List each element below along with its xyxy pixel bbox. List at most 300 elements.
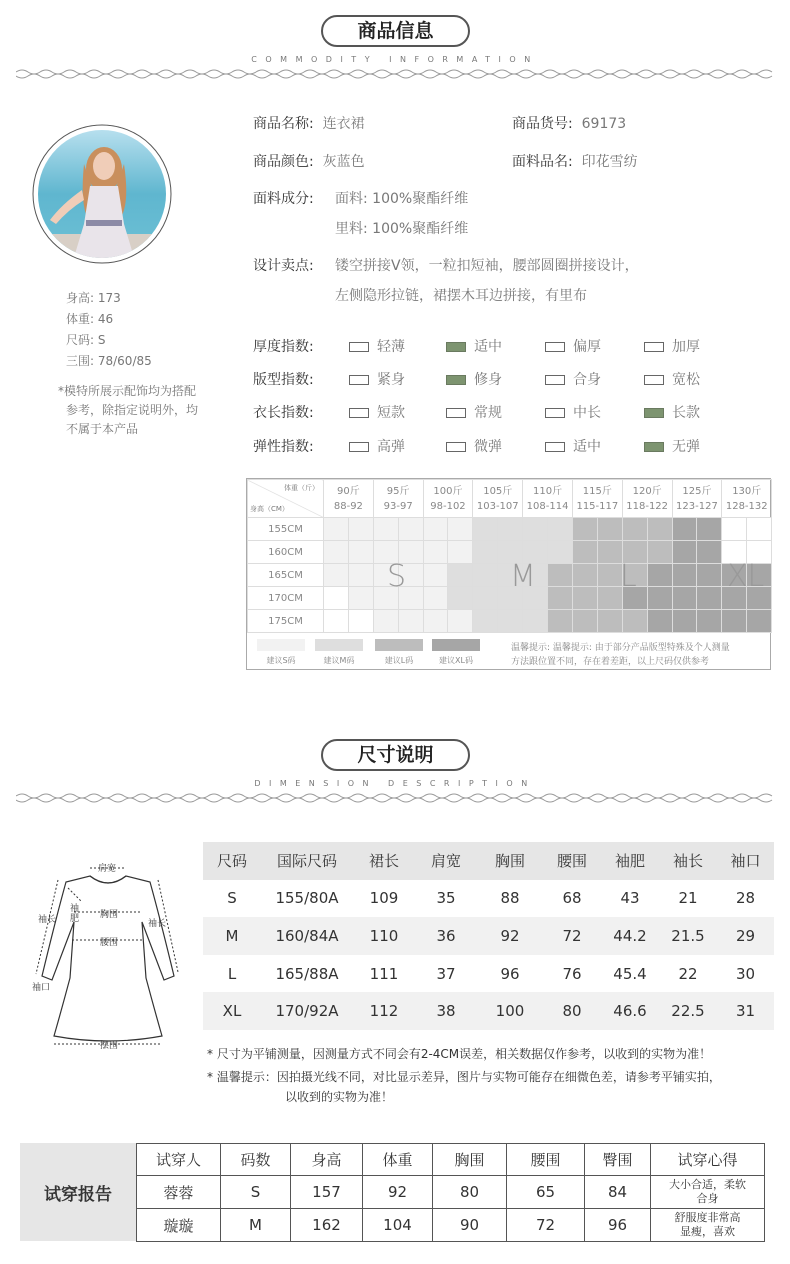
corner-height: 身高（CM） [250, 505, 289, 513]
grid-cell [747, 518, 772, 541]
trial-cell: 162 [291, 1209, 363, 1242]
model-size: 尺码: S [66, 333, 106, 347]
grid-cell [324, 564, 349, 587]
composition-outer: 面料: 100%聚酯纤维 [335, 191, 469, 207]
checkbox-icon [644, 342, 664, 352]
grid-cell [523, 610, 548, 633]
weight-range: 98-102 [430, 500, 466, 512]
trial-header-cell: 身高 [291, 1144, 363, 1176]
grid-cell [597, 541, 622, 564]
legend-item [257, 639, 305, 666]
index-option [349, 402, 405, 422]
checkbox-icon [446, 375, 466, 385]
model-height: 身高: 173 [66, 291, 121, 305]
trial-header-cell: 胸围 [433, 1144, 507, 1176]
product-color: 灰蓝色 [322, 154, 365, 170]
trial-cell: 80 [433, 1176, 507, 1209]
index-option-label: 无弹 [672, 439, 700, 455]
grid-cell [572, 518, 597, 541]
index-option-label: 短款 [377, 405, 405, 421]
label-waist: 腰围 [100, 938, 119, 948]
trial-header-cell: 腰围 [507, 1144, 585, 1176]
height-label: 175CM [248, 610, 324, 633]
index-option-label: 加厚 [672, 339, 700, 355]
trial-header-cell: 码数 [221, 1144, 291, 1176]
size-cell: 160/84A [275, 926, 339, 945]
grid-cell [597, 610, 622, 633]
grid-cell [423, 541, 448, 564]
grid-cell [448, 564, 473, 587]
trial-comment-line: 舒服度非常高 [674, 1211, 741, 1224]
size-cell: 30 [735, 964, 756, 983]
weight-range: 93-97 [383, 500, 413, 512]
grid-cell [348, 610, 373, 633]
grid-cell [398, 610, 423, 633]
weight-value: 130斤 [732, 485, 762, 497]
size-letter: XL [727, 559, 765, 594]
grid-cell [672, 587, 697, 610]
grid-cell [548, 610, 573, 633]
grid-cell [498, 518, 523, 541]
legend-swatch [432, 639, 480, 651]
trial-cell: 90 [433, 1209, 507, 1242]
grid-cell [348, 518, 373, 541]
grid-cell [324, 587, 349, 610]
weight-value: 100斤 [433, 485, 463, 497]
grid-cell [373, 610, 398, 633]
grid-cell [672, 541, 697, 564]
checkbox-icon [349, 408, 369, 418]
height-label: 155CM [248, 518, 324, 541]
height-label: 165CM [248, 564, 324, 587]
fabric-name: 印花雪纺 [581, 154, 638, 170]
weight-column-header [672, 480, 722, 518]
grid-cell [473, 541, 498, 564]
checkbox-icon [446, 408, 466, 418]
index-option-label: 紧身 [377, 372, 405, 388]
grid-cell [747, 610, 772, 633]
size-cell: 165/88A [275, 964, 339, 983]
fabric-name-row [512, 151, 638, 171]
size-cell: 35 [436, 889, 456, 908]
dress-outline [28, 858, 188, 1058]
legend-tip-line: 方法跟位置不同，存在着差距，以上尺码仅供参考 [511, 657, 710, 667]
weight-range: 108-114 [526, 500, 569, 512]
trial-cell: 蓉蓉 [137, 1176, 221, 1209]
trial-cell: M [221, 1209, 291, 1242]
grid-cell [672, 518, 697, 541]
wave-divider [16, 791, 774, 805]
weight-value: 105斤 [483, 485, 513, 497]
legend-label: 建议XL码 [439, 656, 473, 665]
grid-cell [423, 587, 448, 610]
height-label: 160CM [248, 541, 324, 564]
size-cell: M [225, 926, 239, 945]
index-option [446, 402, 502, 422]
size-cell: 96 [500, 964, 520, 983]
grid-cell [697, 564, 722, 587]
size-cell: S [227, 889, 237, 908]
size-header-cell: 国际尺码 [276, 852, 337, 871]
weight-range: 88-92 [333, 500, 363, 512]
design-line-2: 左侧隐形拉链，裙摆木耳边拼接，有里布 [335, 288, 587, 304]
size-cell: 29 [735, 926, 756, 945]
index-option-label: 中长 [573, 405, 601, 421]
weight-column-header [373, 480, 423, 518]
model-note [58, 382, 198, 439]
weight-range: 128-132 [725, 500, 768, 512]
checkbox-icon [644, 408, 664, 418]
table-row [203, 955, 774, 993]
grid-cell [324, 518, 349, 541]
grid-cell [348, 564, 373, 587]
model-note-line: *模特所展示配饰均为搭配 [58, 384, 197, 398]
weight-value: 110斤 [533, 485, 563, 497]
size-header-cell: 袖肥 [614, 852, 645, 871]
legend-bar [247, 632, 770, 670]
grid-cell [597, 564, 622, 587]
grid-cell [548, 587, 573, 610]
index-option [644, 369, 700, 389]
index-option [446, 369, 502, 389]
grid-cell [572, 610, 597, 633]
size-cell: 46.6 [613, 1002, 647, 1021]
weight-range: 123-127 [676, 500, 718, 512]
checkbox-icon [644, 375, 664, 385]
index-label: 厚度指数: [253, 339, 314, 355]
index-option-label: 修身 [474, 372, 502, 388]
grid-cell [597, 587, 622, 610]
legend-item [315, 639, 363, 666]
weight-column-header [324, 480, 374, 518]
index-option [545, 369, 601, 389]
table-row [137, 1176, 765, 1209]
index-label: 版型指数: [253, 372, 314, 388]
trial-title: 试穿报告 [20, 1143, 136, 1241]
grid-cell [423, 564, 448, 587]
index-option-label: 偏厚 [573, 339, 601, 355]
size-cell: 80 [562, 1002, 582, 1021]
grid-cell [572, 564, 597, 587]
index-option [545, 402, 601, 422]
grid-cell [647, 518, 672, 541]
grid-cell [473, 518, 498, 541]
checkbox-icon [349, 442, 369, 452]
size-header-cell: 肩宽 [430, 852, 461, 871]
product-name: 连衣裙 [322, 116, 365, 132]
trial-cell: 72 [507, 1209, 585, 1242]
product-name-row [253, 113, 365, 133]
grid-cell [672, 564, 697, 587]
grid-cell [348, 541, 373, 564]
trial-cell: S [221, 1176, 291, 1209]
legend-tip-line: 温馨提示: 温馨提示: 由于部分产品版型特殊及个人测量 [511, 643, 730, 653]
size-cell: 22 [678, 964, 698, 983]
size-letter: L [620, 559, 637, 594]
index-label: 弹性指数: [253, 439, 314, 455]
composition-lining: 里料: 100%聚酯纤维 [335, 221, 469, 237]
grid-cell [498, 610, 523, 633]
grid-cell [348, 587, 373, 610]
index-option [545, 436, 601, 456]
index-label: 衣长指数: [253, 405, 314, 421]
model-stats [66, 288, 152, 372]
grid-cell [572, 541, 597, 564]
legend-label: 建议L码 [384, 656, 414, 665]
index-option [349, 336, 405, 356]
grid-cell [324, 541, 349, 564]
trial-cell: 92 [363, 1176, 433, 1209]
index-option-label: 高弹 [377, 439, 405, 455]
weight-column-header [572, 480, 622, 518]
size-cell: 112 [369, 1002, 399, 1021]
product-code: 69173 [581, 116, 627, 132]
grid-cell [548, 518, 573, 541]
section-title-commodity: 商品信息 [321, 15, 470, 47]
size-cell: 31 [735, 1002, 756, 1021]
grid-cell [622, 610, 647, 633]
index-option [644, 336, 700, 356]
legend-swatch [257, 639, 305, 651]
weight-range: 103-107 [476, 500, 519, 512]
grid-cell [572, 587, 597, 610]
trial-cell: 157 [291, 1176, 363, 1209]
index-option [349, 436, 405, 456]
corner-weight: 体重（斤） [284, 484, 319, 492]
weight-column-header [622, 480, 672, 518]
trial-cell: 104 [363, 1209, 433, 1242]
size-cell: XL [222, 1002, 242, 1021]
grid-cell [647, 541, 672, 564]
trial-cell: 84 [585, 1176, 651, 1209]
model-photo [32, 124, 172, 264]
grid-cell [722, 610, 747, 633]
size-cell: 155/80A [275, 889, 339, 908]
legend-item [432, 639, 480, 666]
grid-cell [373, 518, 398, 541]
label-bicep: 袖肥 [70, 904, 80, 924]
size-header-cell: 尺码 [216, 852, 247, 871]
grid-cell [722, 518, 747, 541]
size-recommendation-chart [246, 478, 771, 670]
trial-comment [651, 1176, 765, 1209]
size-cell: 28 [735, 889, 756, 908]
index-option-label: 微弹 [474, 439, 502, 455]
product-name-label: 商品名称: [253, 116, 314, 132]
checkbox-icon [545, 442, 565, 452]
height-label: 170CM [248, 587, 324, 610]
dress-diagram [28, 858, 188, 1058]
size-cell: 44.2 [613, 926, 647, 945]
legend-label: 建议S码 [266, 656, 296, 665]
note-line-1: * 尺寸为平铺测量，因测量方式不同会有2-4CM误差，相关数据仅作参考，以收到的实物为准！ [207, 1047, 712, 1061]
weight-value: 90斤 [337, 485, 360, 497]
trial-table [136, 1143, 765, 1242]
size-table-header [203, 842, 774, 880]
size-cell: L [227, 964, 237, 983]
model-weight: 体重: 46 [66, 312, 114, 326]
trial-cell: 65 [507, 1176, 585, 1209]
fabric-name-label: 面料品名: [512, 154, 573, 170]
grid-cell [423, 518, 448, 541]
index-option-label: 适中 [474, 339, 502, 355]
legend-swatch [315, 639, 363, 651]
grid-cell [523, 518, 548, 541]
grid-cell [647, 587, 672, 610]
label-cuff: 袖口 [32, 983, 51, 993]
trial-header-cell: 体重 [363, 1144, 433, 1176]
legend-swatch [375, 639, 423, 651]
weight-value: 115斤 [582, 485, 612, 497]
label-sleeve-left: 袖长 [38, 915, 57, 925]
size-header-cell: 胸围 [494, 852, 525, 871]
size-cell: 43 [620, 889, 640, 908]
design-label: 设计卖点: [253, 258, 314, 274]
grid-cell [473, 587, 498, 610]
section-subtitle-commodity: COMMODITY INFORMATION [251, 55, 539, 64]
grid-cell [672, 610, 697, 633]
grid-cell [697, 541, 722, 564]
weight-value: 120斤 [632, 485, 662, 497]
note-line-2: * 温馨提示：因拍摄光线不同，对比显示差异，图片与实物可能存在细微色差，请参考平铺实拍， [207, 1070, 721, 1084]
grid-cell [647, 564, 672, 587]
grid-corner [248, 480, 324, 518]
checkbox-icon [349, 375, 369, 385]
checkbox-icon [644, 442, 664, 452]
weight-column-header [423, 480, 473, 518]
trial-header-cell: 试穿人 [137, 1144, 221, 1176]
grid-cell [697, 518, 722, 541]
size-cell: 100 [495, 1002, 525, 1021]
label-chest: 胸围 [100, 910, 119, 920]
weight-value: 95斤 [386, 485, 410, 497]
index-option [446, 336, 502, 356]
weight-value: 125斤 [682, 485, 712, 497]
checkbox-icon [446, 342, 466, 352]
size-cell: 72 [562, 926, 582, 945]
trial-header-cell: 臀围 [585, 1144, 651, 1176]
grid-cell [448, 518, 473, 541]
index-option-label: 长款 [672, 405, 700, 421]
product-color-row [253, 151, 365, 171]
size-cell: 92 [500, 926, 520, 945]
size-cell: 68 [562, 889, 582, 908]
size-cell: 21.5 [671, 926, 705, 945]
size-table [203, 842, 774, 1030]
grid-cell [324, 610, 349, 633]
grid-cell [398, 518, 423, 541]
design-line-1: 镂空拼接V领，一粒扣短袖，腰部圆圈拼接设计， [335, 258, 639, 274]
size-cell: 111 [369, 964, 399, 983]
model-bwh: 三围: 78/60/85 [66, 354, 152, 368]
size-cell: 45.4 [613, 964, 647, 983]
grid-cell [448, 610, 473, 633]
size-cell: 21 [678, 889, 698, 908]
table-row [203, 992, 774, 1030]
trial-comment-line: 合身 [696, 1192, 719, 1205]
table-row [137, 1209, 765, 1242]
grid-cell [448, 541, 473, 564]
trial-cell: 96 [585, 1209, 651, 1242]
weight-column-header [523, 480, 573, 518]
trial-cell: 璇璇 [137, 1209, 221, 1242]
product-code-row [512, 113, 626, 133]
size-cell: 88 [500, 889, 520, 908]
trial-comment-line: 显瘦，喜欢 [680, 1225, 735, 1238]
weight-range: 118-122 [626, 500, 669, 512]
model-note-line: 参考，除指定说明外，均 [66, 403, 199, 417]
legend-item [375, 639, 423, 666]
legend-label: 建议M码 [323, 656, 355, 665]
index-option-label: 轻薄 [377, 339, 405, 355]
index-option [644, 436, 700, 456]
index-option [644, 402, 700, 422]
index-option-label: 合身 [573, 372, 601, 388]
size-header-cell: 裙长 [368, 852, 399, 871]
grid-cell [423, 610, 448, 633]
grid-cell [473, 610, 498, 633]
size-letter: M [510, 559, 536, 594]
table-row [203, 880, 774, 918]
size-header-cell: 袖口 [730, 852, 761, 871]
grid-cell [473, 564, 498, 587]
size-cell: 76 [562, 964, 582, 983]
size-cell: 36 [436, 926, 456, 945]
index-option [545, 336, 601, 356]
size-header-cell: 腰围 [556, 852, 587, 871]
grid-cell [697, 610, 722, 633]
table-row [203, 917, 774, 955]
height-row [248, 518, 772, 541]
grid-cell [548, 564, 573, 587]
index-option-label: 常规 [474, 405, 502, 421]
grid-cell [622, 518, 647, 541]
index-option-label: 适中 [573, 439, 601, 455]
index-option-label: 宽松 [672, 372, 700, 388]
trial-comment-line: 大小合适，柔软 [669, 1178, 746, 1191]
size-cell: 22.5 [671, 1002, 705, 1021]
size-header-cell: 袖长 [672, 852, 703, 871]
grid-cell [548, 541, 573, 564]
wave-divider [16, 67, 774, 81]
grid-cell [697, 587, 722, 610]
product-code-label: 商品货号: [512, 116, 573, 132]
checkbox-icon [545, 342, 565, 352]
weight-column-header [473, 480, 523, 518]
label-shoulder: 肩宽 [98, 864, 117, 874]
model-note-line: 不属于本产品 [66, 422, 139, 436]
grid-cell [647, 610, 672, 633]
size-cell: 110 [369, 926, 399, 945]
trial-header [137, 1144, 765, 1176]
grid-cell [597, 518, 622, 541]
checkbox-icon [446, 442, 466, 452]
trial-header-cell: 试穿心得 [651, 1144, 765, 1176]
note-line-3: 以收到的实物为准！ [285, 1090, 394, 1104]
index-option [446, 436, 502, 456]
checkbox-icon [349, 342, 369, 352]
size-cell: 109 [369, 889, 399, 908]
label-sleeve-right: 袖长 [148, 919, 167, 929]
size-cell: 38 [436, 1002, 456, 1021]
grid-cell [448, 587, 473, 610]
product-color-label: 商品颜色: [253, 154, 314, 170]
legend-tip [511, 641, 730, 669]
trial-comment [651, 1209, 765, 1242]
index-option [349, 369, 405, 389]
composition-label: 面料成分: [253, 191, 314, 207]
label-hem: 摆围 [100, 1041, 119, 1051]
